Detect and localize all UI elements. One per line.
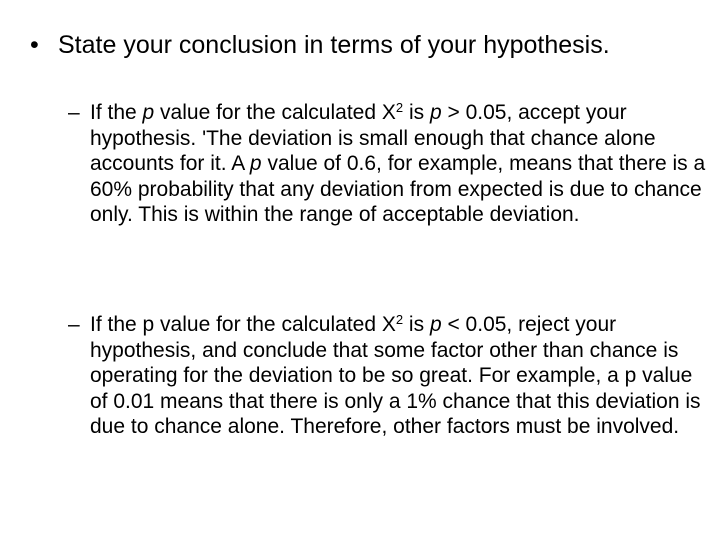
- sub-bullet-accept: [68, 100, 708, 228]
- p-symbol: p: [429, 313, 442, 336]
- text-segment: If the: [90, 101, 143, 124]
- dash-marker: –: [68, 313, 80, 336]
- text-segment: If the p value for the calculated X: [90, 313, 396, 336]
- superscript: 2: [395, 100, 404, 115]
- main-bullet-text: State your conclusion in terms of your hypothesis.: [58, 31, 610, 59]
- sub-bullet-text: [90, 312, 708, 440]
- p-symbol: p: [429, 101, 442, 124]
- p-symbol: p: [142, 101, 155, 124]
- bullet-marker: •: [30, 31, 39, 59]
- p-symbol: p: [249, 152, 262, 175]
- text-segment: is: [403, 101, 430, 124]
- text-segment: value for the calculated X: [154, 101, 396, 124]
- dash-marker: –: [68, 101, 80, 124]
- text-segment: < 0.05, reject your hypothesis, and conclude that some factor other than chance is operating for the deviation to be so great. For example, a p value of 0.01 means that there is only a 1% chance that this deviation is due to chance alone. Therefore, other factors must be involved.: [90, 313, 701, 438]
- main-bullet: [30, 30, 710, 60]
- text-segment: is: [403, 313, 430, 336]
- sub-bullet-reject: [68, 312, 708, 440]
- superscript: 2: [395, 312, 404, 327]
- sub-bullet-text: [90, 100, 708, 228]
- text-segment: value of 0.6, for example, means that there is a 60% probability that any deviation from expected is due to chance only. This is within the range of acceptable deviation.: [90, 152, 706, 226]
- text-segment: > 0.05, accept your hypothesis. 'The deviation is small enough that chance alone accounts for it. A: [90, 101, 656, 175]
